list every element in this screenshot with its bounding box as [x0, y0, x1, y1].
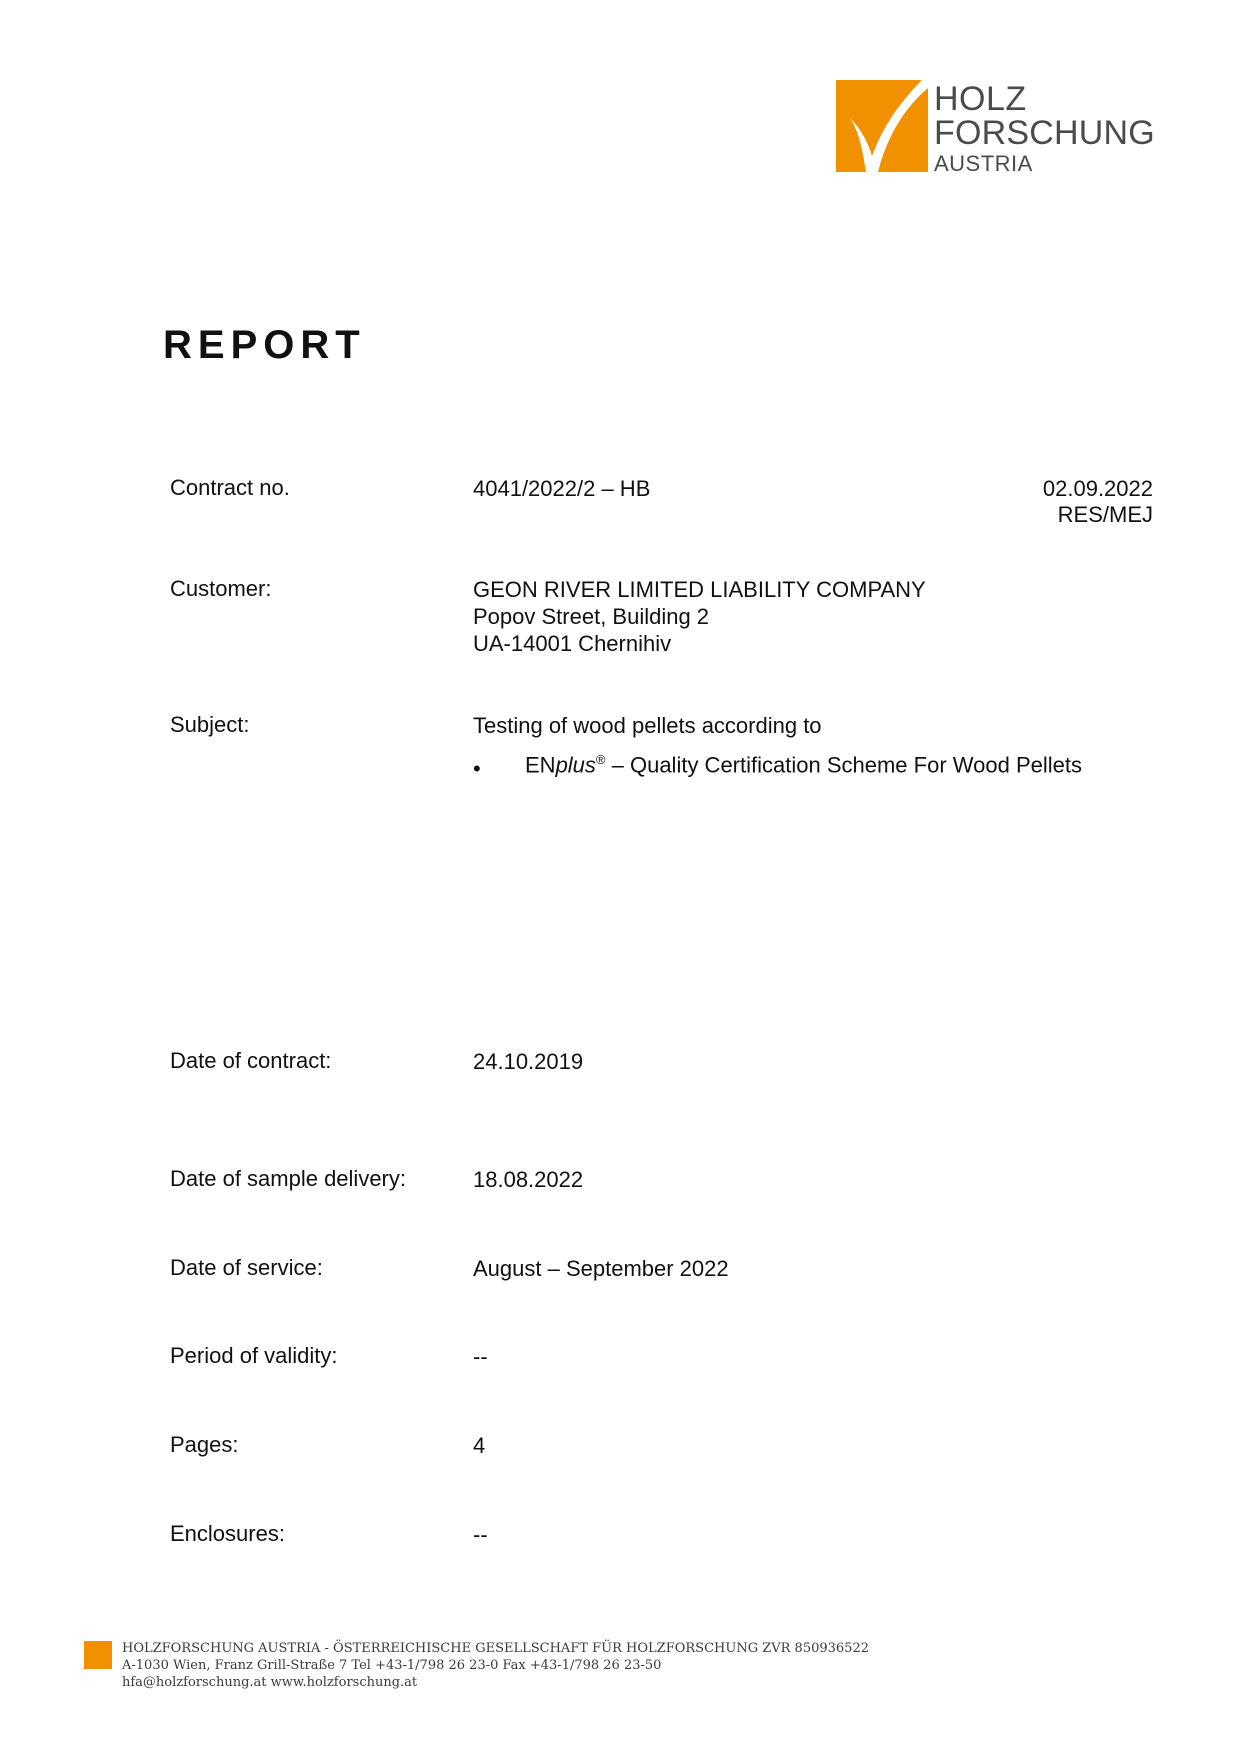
date-contract-value: 24.10.2019: [473, 1049, 584, 1074]
logo-check-mark-icon: [836, 80, 928, 172]
subject-standard: [525, 752, 1082, 778]
subject-text: Testing of wood pellets according to: [473, 713, 822, 738]
bullet-marker: •: [473, 756, 481, 781]
registered-mark: ®: [595, 752, 606, 767]
footer-line-3: hfa@holzforschung.at www.holzforschung.at: [122, 1675, 418, 1690]
date-delivery-value: 18.08.2022: [473, 1167, 584, 1192]
enclosures-label: Enclosures:: [170, 1521, 285, 1546]
standard-prefix: EN: [525, 752, 556, 778]
date-service-value: August – September 2022: [473, 1256, 729, 1281]
pages-value: 4: [473, 1433, 486, 1458]
logo-text: [934, 80, 1155, 175]
contract-label: Contract no.: [170, 475, 290, 500]
footer-line-1: HOLZFORSCHUNG AUSTRIA - ÖSTERREICHISCHE GESELLSCHAFT FÜR HOLZFORSCHUNG ZVR 850936522: [122, 1641, 869, 1656]
date-delivery-label: Date of sample delivery:: [170, 1166, 406, 1191]
footer: [122, 1640, 869, 1691]
validity-label: Period of validity:: [170, 1343, 338, 1368]
standard-description: – Quality Certification Scheme For Wood Pellets: [605, 752, 1082, 778]
footer-line-2: A-1030 Wien, Franz Grill-Straße 7 Tel +43-1/798 26 23-0 Fax +43-1/798 26 23-50: [122, 1658, 662, 1673]
enclosures-value: --: [473, 1522, 488, 1547]
footer-orange-square: [84, 1641, 112, 1669]
logo-line-1: HOLZ: [934, 80, 1027, 118]
contract-number: 4041/2022/2 – HB: [473, 476, 651, 501]
report-title: REPORT: [163, 323, 366, 367]
report-reference: RES/MEJ: [1057, 502, 1153, 527]
standard-italic: plus: [555, 752, 596, 778]
logo-line-2: FORSCHUNG: [934, 114, 1155, 152]
date-contract-label: Date of contract:: [170, 1048, 332, 1073]
customer-street: Popov Street, Building 2: [473, 604, 710, 629]
pages-label: Pages:: [170, 1432, 239, 1457]
validity-value: --: [473, 1344, 488, 1369]
company-logo: [836, 80, 1166, 176]
customer-name: GEON RIVER LIMITED LIABILITY COMPANY: [473, 577, 926, 602]
customer-label: Customer:: [170, 576, 272, 601]
logo-line-3: AUSTRIA: [934, 151, 1033, 176]
customer-city: UA-14001 Chernihiv: [473, 631, 672, 656]
report-date: 02.09.2022: [1042, 476, 1153, 501]
subject-label: Subject:: [170, 712, 250, 737]
date-service-label: Date of service:: [170, 1255, 323, 1280]
